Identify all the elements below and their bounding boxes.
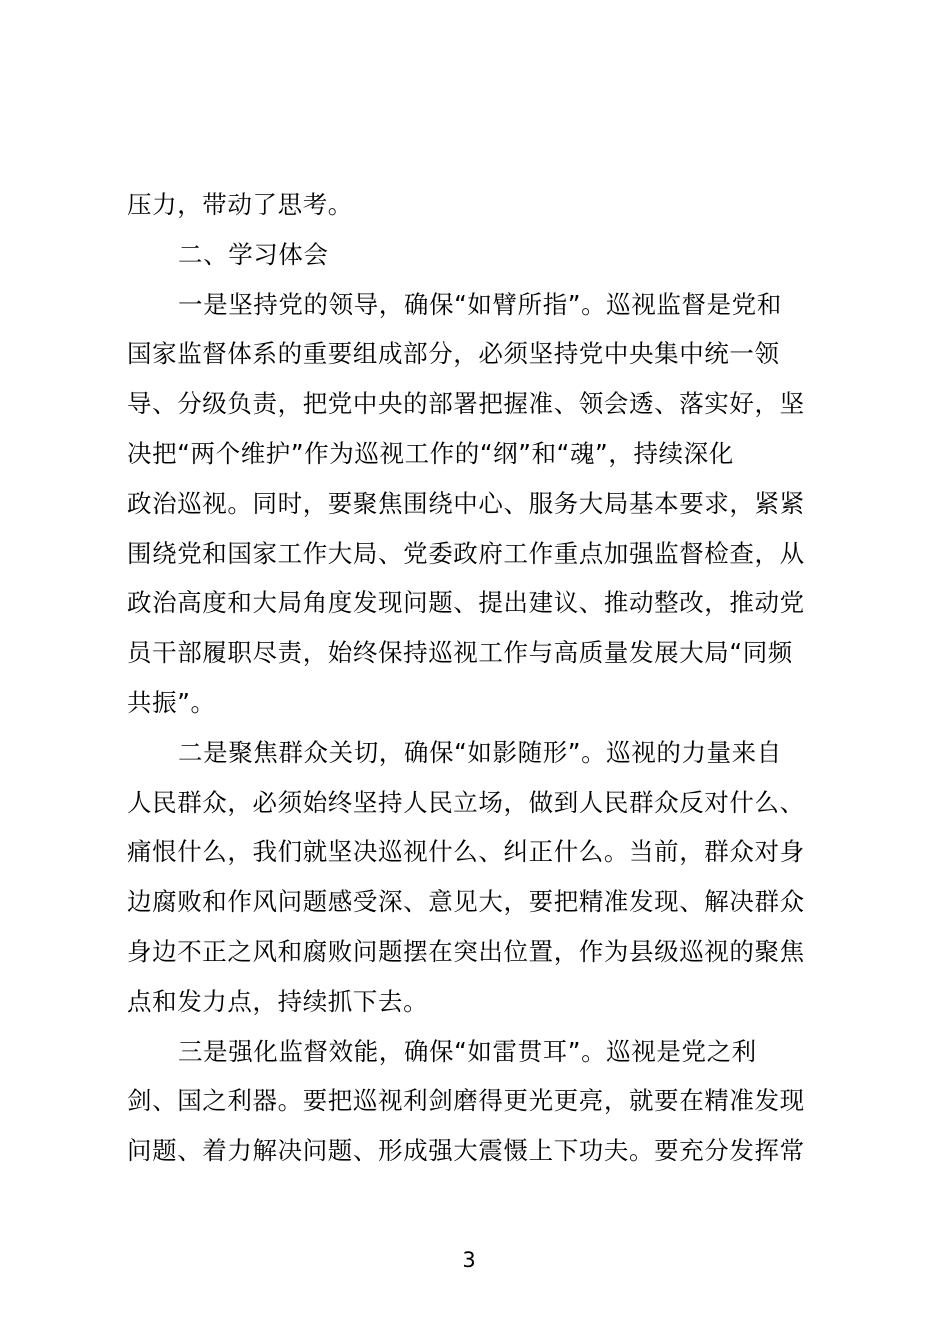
text-line: 三是强化监督效能，确保“如雷贯耳”。巡视是党之利 [178,1036,757,1066]
text-line: 痛恨什么，我们就坚决巡视什么、纠正什么。当前，群众对身 [127,837,805,867]
text-line: 二是聚焦群众关切，确保“如影随形”。巡视的力量来自 [178,737,782,767]
text-line: 身边不正之风和腐败问题摆在突出位置，作为县级巡视的聚焦 [127,936,805,966]
section-heading: 二、学习体会 [178,239,329,269]
text-line: 政治巡视。同时，要聚焦围绕中心、服务大局基本要求，紧紧 [127,488,805,518]
text-line: 边腐败和作风问题感受深、意见大，要把精准发现、解决群众 [127,887,805,917]
text-line: 共振”。 [127,687,216,717]
text-line: 员干部履职尽责，始终保持巡视工作与高质量发展大局“同频 [127,638,793,668]
text-line: 点和发力点，持续抓下去。 [127,986,429,1016]
text-line: 决把“两个维护”作为巡视工作的“纲”和“魂”，持续深化 [127,438,734,468]
text-line: 国家监督体系的重要组成部分，必须坚持党中央集中统一领 [127,339,780,369]
text-line: 政治高度和大局角度发现问题、提出建议、推动整改，推动党 [127,588,805,618]
text-line: 剑、国之利器。要把巡视利剑磨得更光更亮，就要在精准发现 [127,1086,805,1116]
text-line: 压力，带动了思考。 [127,190,353,219]
body-text [127,180,833,1176]
text-line: 围绕党和国家工作大局、党委政府工作重点加强监督检查，从 [127,538,805,568]
text-line: 一是坚持党的领导，确保“如臂所指”。巡视监督是党和 [178,289,782,319]
text-line: 问题、着力解决问题、形成强大震慑上下功夫。要充分发挥常 [127,1136,805,1166]
text-line: 导、分级负责，把党中央的部署把握准、领会透、落实好，坚 [127,389,805,419]
text-line: 人民群众，必须始终坚持人民立场，做到人民群众反对什么、 [127,787,805,817]
page-number: 3 [462,1248,476,1272]
